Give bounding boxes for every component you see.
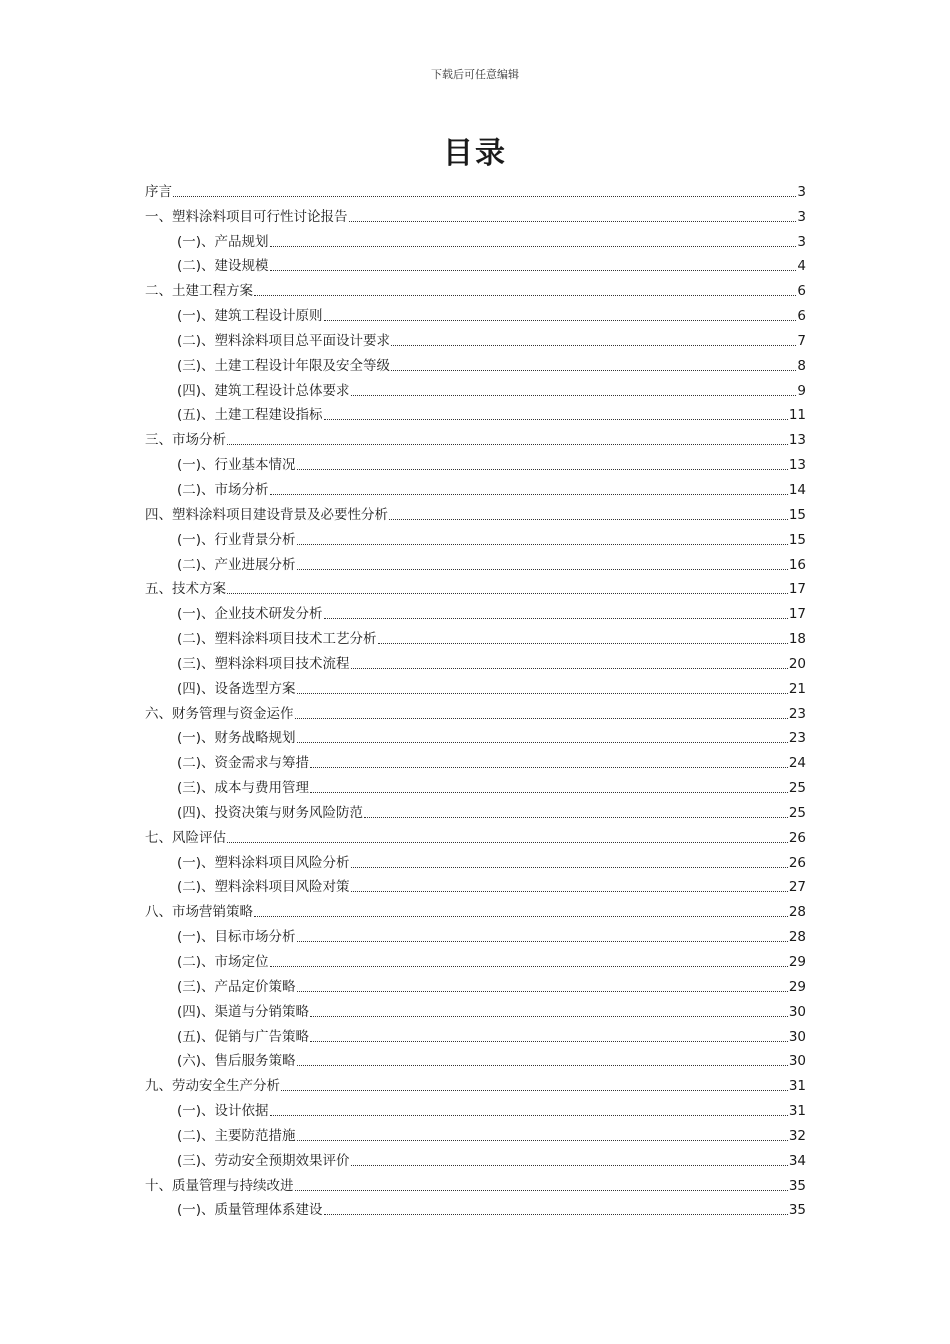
toc-entry-label: (三)、产品定价策略 [177,978,296,995]
toc-entry-label: (五)、土建工程建设指标 [177,407,323,424]
toc-entry-label: 八、市场营销策略 [145,904,253,921]
toc-dot-leader [351,394,797,396]
page-header: 下载后可任意编辑 [431,68,519,81]
toc-entry-page: 24 [788,755,806,772]
toc-entry[interactable] [145,1022,806,1047]
toc-entry-page: 26 [788,854,806,871]
toc-entry[interactable] [145,922,806,947]
toc-entry[interactable] [145,599,806,624]
toc-entry[interactable] [145,947,806,972]
toc-entry-label: (二)、塑料涂料项目总平面设计要求 [177,332,391,349]
toc-entry-page: 28 [788,929,806,946]
toc-dot-leader [324,418,788,420]
toc-entry[interactable] [145,575,806,600]
toc-dot-leader [297,990,788,992]
toc-entry-page: 25 [788,780,806,797]
toc-entry-page: 29 [788,978,806,995]
toc-entry-label: (三)、塑料涂料项目技术流程 [177,655,350,672]
toc-dot-leader [389,518,788,520]
toc-entry[interactable] [145,301,806,326]
toc-dot-leader [270,965,788,967]
toc-dot-leader [310,766,788,768]
toc-entry-label: (二)、主要防范措施 [177,1127,296,1144]
toc-entry[interactable] [145,1171,806,1196]
toc-dot-leader [378,642,788,644]
toc-entry-page: 15 [788,506,806,523]
toc-dot-leader [324,1213,788,1215]
toc-entry-page: 25 [788,804,806,821]
toc-entry-label: (一)、财务战略规划 [177,730,296,747]
toc-entry[interactable] [145,699,806,724]
toc-entry-label: 三、市场分析 [145,432,226,449]
toc-entry[interactable] [145,500,806,525]
toc-dot-leader [364,816,788,818]
toc-entry-label: (一)、目标市场分析 [177,929,296,946]
toc-entry-page: 3 [797,183,806,200]
toc-dot-leader [391,369,796,371]
toc-entry-page: 4 [797,258,806,275]
toc-entry-label: 七、风险评估 [145,829,226,846]
toc-entry-page: 30 [788,1003,806,1020]
toc-entry[interactable] [145,376,806,401]
toc-dot-leader [270,269,797,271]
toc-dot-leader [297,1139,788,1141]
toc-entry-label: (一)、质量管理体系建设 [177,1202,323,1219]
toc-entry[interactable] [145,773,806,798]
toc-entry[interactable] [145,525,806,550]
toc-entry-page: 26 [788,829,806,846]
toc-entry[interactable] [145,425,806,450]
toc-entry[interactable] [145,1121,806,1146]
toc-entry[interactable] [145,450,806,475]
toc-entry-label: (一)、行业背景分析 [177,531,296,548]
toc-entry-label: 序言 [145,183,172,200]
toc-entry-page: 14 [788,481,806,498]
toc-entry-label: (三)、土建工程设计年限及安全等级 [177,357,391,374]
toc-entry-page: 3 [797,233,806,250]
toc-entry-label: (三)、成本与费用管理 [177,780,310,797]
toc-entry[interactable] [145,997,806,1022]
toc-entry-label: (二)、市场分析 [177,481,269,498]
toc-entry[interactable] [145,550,806,575]
toc-entry[interactable] [145,401,806,426]
toc-dot-leader [297,1064,788,1066]
toc-entry-page: 7 [797,332,806,349]
toc-entry-page: 34 [788,1152,806,1169]
toc-entry-label: (一)、建筑工程设计原则 [177,308,323,325]
toc-entry[interactable] [145,351,806,376]
toc-entry-label: 二、土建工程方案 [145,283,253,300]
toc-entry-label: (三)、劳动安全预期效果评价 [177,1152,350,1169]
toc-entry[interactable] [145,848,806,873]
toc-dot-leader [310,1040,788,1042]
toc-dot-leader [297,741,788,743]
toc-dot-leader [349,220,797,222]
toc-entry-page: 23 [788,705,806,722]
toc-entry-page: 29 [788,954,806,970]
toc-entry-page: 3 [797,208,806,225]
toc-dot-leader [254,294,796,296]
toc-entry-label: (二)、塑料涂料项目技术工艺分析 [177,631,377,648]
toc-entry[interactable] [145,624,806,649]
toc-entry[interactable] [145,649,806,674]
toc-entry-label: (二)、建设规模 [177,258,269,275]
toc-entry-page: 27 [788,879,806,896]
toc-entry-page: 18 [788,631,806,648]
toc-entry-label: 一、塑料涂料项目可行性讨论报告 [145,208,348,225]
toc-dot-leader [297,543,788,545]
toc-entry-label: (一)、企业技术研发分析 [177,606,323,623]
toc-entry-label: 六、财务管理与资金运作 [145,705,294,722]
toc-entry-label: (一)、产品规划 [177,233,269,250]
toc-dot-leader [227,443,788,445]
toc-dot-leader [173,195,796,197]
toc-entry[interactable] [145,897,806,922]
toc-entry-label: (六)、售后服务策略 [177,1053,296,1070]
toc-entry-label: (一)、设计依据 [177,1103,269,1120]
toc-entry[interactable] [145,1146,806,1171]
toc-dot-leader [297,692,788,694]
toc-dot-leader [351,890,788,892]
toc-entry[interactable] [145,1071,806,1096]
toc-entry[interactable] [145,748,806,773]
toc-dot-leader [295,1189,788,1191]
toc-entry-label: (五)、促销与广告策略 [177,1028,310,1045]
toc-entry-label: (一)、行业基本情况 [177,457,296,474]
toc-dot-leader [391,344,796,346]
toc-dot-leader [324,319,797,321]
toc-entry-label: (四)、渠道与分销策略 [177,1003,310,1020]
toc-entry-label: (一)、塑料涂料项目风险分析 [177,854,350,871]
toc-entry-label: (二)、市场定位 [177,954,269,970]
toc-entry-page: 28 [788,904,806,921]
toc-dot-leader [281,1089,788,1091]
toc-entry-page: 23 [788,730,806,747]
toc-entry[interactable] [145,724,806,749]
toc-entry[interactable] [145,798,806,823]
toc-entry-label: 四、塑料涂料项目建设背景及必要性分析 [145,506,388,523]
toc-entry-page: 32 [788,1127,806,1144]
toc-entry-page: 21 [788,680,806,697]
toc-entry-page: 20 [788,655,806,672]
toc-dot-leader [351,1164,788,1166]
toc-entry[interactable] [145,252,806,277]
toc-entry-page: 11 [788,407,806,424]
toc-entry-label: (四)、设备选型方案 [177,680,296,697]
toc-dot-leader [270,1114,788,1116]
toc-dot-leader [310,1015,788,1017]
toc-entry-page: 35 [788,1177,806,1194]
toc-entry-label: (二)、塑料涂料项目风险对策 [177,879,350,896]
toc-entry[interactable] [145,1096,806,1121]
toc-entry[interactable] [145,674,806,699]
toc-dot-leader [254,915,788,917]
toc-entry[interactable] [145,326,806,351]
toc-entry-page: 17 [788,606,806,623]
toc-entry-page: 6 [797,283,806,300]
toc-entry-page: 30 [788,1053,806,1070]
toc-dot-leader [270,245,797,247]
toc-entry[interactable] [145,972,806,997]
toc-dot-leader [270,493,788,495]
toc-entry-page: 6 [797,308,806,325]
toc-entry[interactable] [145,227,806,252]
toc-entry-label: 九、劳动安全生产分析 [145,1078,280,1095]
toc-entry-page: 15 [788,531,806,548]
toc-entry[interactable] [145,1196,806,1221]
toc-entry[interactable] [145,276,806,301]
toc-entry[interactable] [145,202,806,227]
toc-dot-leader [227,841,788,843]
toc-entry-label: (二)、产业进展分析 [177,556,296,573]
toc-entry[interactable] [145,475,806,500]
toc-entry-label: (二)、资金需求与筹措 [177,755,310,772]
toc-entry-page: 9 [797,382,806,399]
toc-entry-label: 十、质量管理与持续改进 [145,1177,294,1194]
toc-dot-leader [297,940,788,942]
page-title: 目录 [443,136,507,171]
toc-dot-leader [324,617,788,619]
toc-dot-leader [297,468,788,470]
toc-entry-label: (四)、投资决策与财务风险防范 [177,804,364,821]
toc-dot-leader [310,791,788,793]
toc-dot-leader [295,717,788,719]
toc-entry-label: (四)、建筑工程设计总体要求 [177,382,350,399]
toc-dot-leader [351,866,788,868]
toc-entry-page: 35 [788,1202,806,1219]
toc-entry-page: 13 [788,432,806,449]
toc-entry-page: 17 [788,581,806,598]
toc-entry-page: 16 [788,556,806,573]
toc-entry[interactable] [145,823,806,848]
toc-entry[interactable] [145,873,806,898]
toc-entry[interactable] [145,1047,806,1072]
toc-entry-page: 30 [788,1028,806,1045]
toc-dot-leader [227,592,788,594]
toc-entry-label: 五、技术方案 [145,581,226,598]
toc-entry-page: 8 [797,357,806,374]
toc-entry[interactable] [145,177,806,202]
toc-entry-page: 13 [788,457,806,474]
toc-dot-leader [297,568,788,570]
table-of-contents [145,177,806,1220]
toc-entry-page: 31 [788,1078,806,1095]
toc-dot-leader [351,667,788,669]
toc-entry-page: 31 [788,1103,806,1120]
